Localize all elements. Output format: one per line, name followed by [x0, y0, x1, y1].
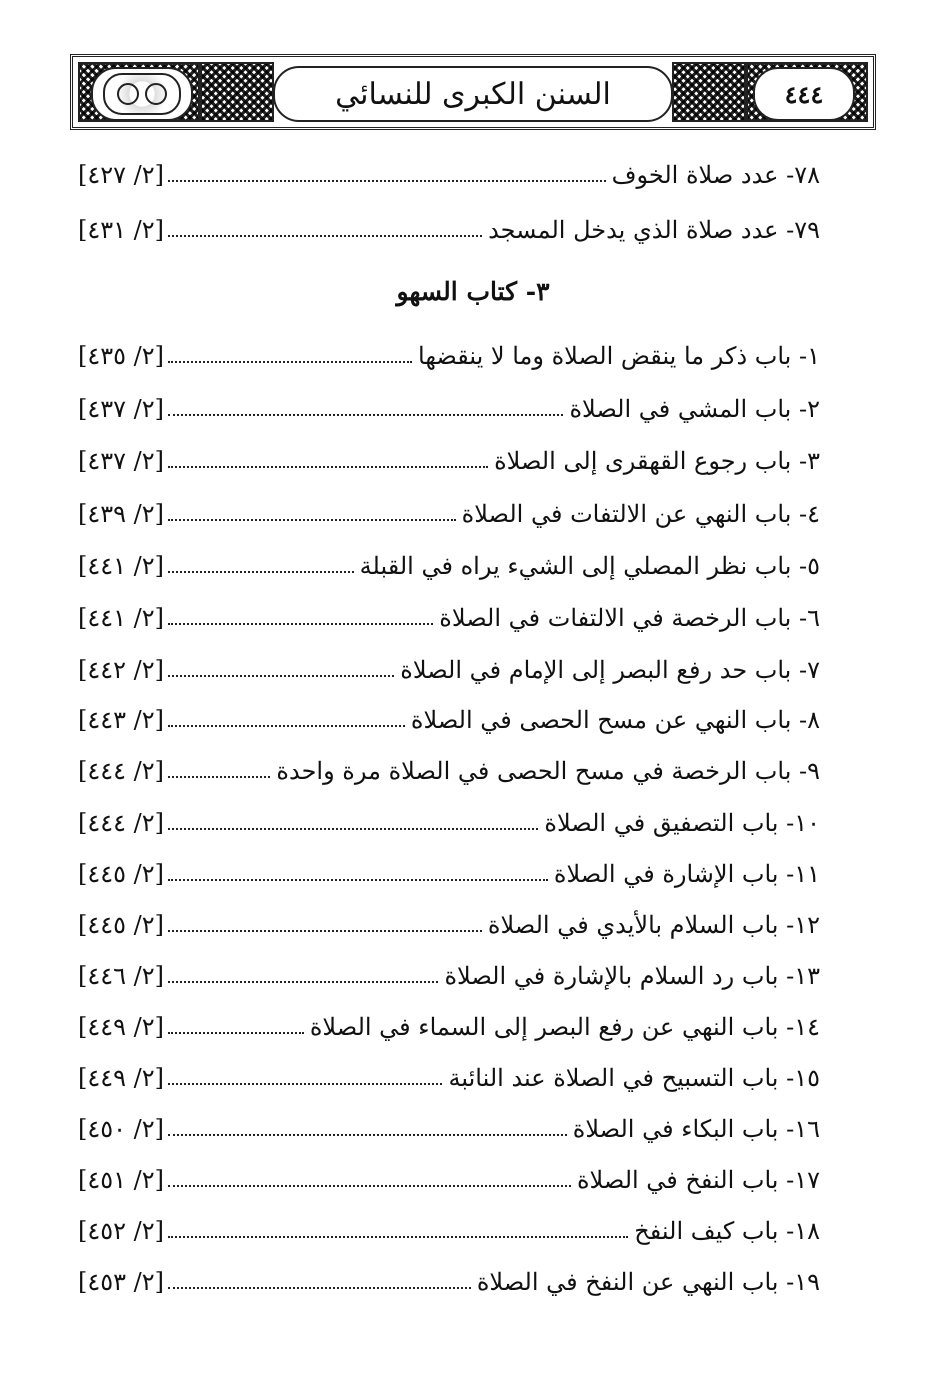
page-header	[70, 54, 876, 130]
toc-entry	[78, 1109, 820, 1149]
toc-entry-ref: [٢/ ٤٥٣]	[78, 1268, 165, 1296]
toc-entry	[78, 1211, 820, 1251]
toc-entry	[78, 1058, 820, 1098]
book-title: السنن الكبرى للنسائي	[335, 76, 611, 112]
toc-entry-ref: [٢/ ٤٤٦]	[78, 962, 165, 990]
dot-leader	[168, 1185, 571, 1187]
toc-entry-ref: [٢/ ٤٥١]	[78, 1166, 165, 1194]
toc-entry-ref: [٢/ ٤٤٥]	[78, 911, 165, 939]
toc-entry	[78, 751, 820, 791]
toc-entry	[78, 956, 820, 996]
toc-entry-ref: [٢/ ٤٤١]	[78, 604, 165, 632]
publisher-logo	[91, 67, 193, 121]
toc-entry-ref: [٢/ ٤٤٤]	[78, 809, 165, 837]
toc-entry-ref: [٢/ ٤٤٩]	[78, 1064, 165, 1092]
dot-leader	[168, 519, 456, 521]
toc-entry-ref: [٢/ ٤٤٥]	[78, 860, 165, 888]
toc-entry	[78, 155, 820, 195]
dot-leader	[168, 1134, 567, 1136]
toc-entry-title: ١٥- باب التسبيح في الصلاة عند النائبة	[448, 1064, 820, 1092]
toc-entry-title: ١٠- باب التصفيق في الصلاة	[544, 809, 820, 837]
dot-leader	[168, 930, 482, 932]
publisher-logo-icon	[103, 73, 181, 115]
toc-entry-title: ٥- باب نظر المصلي إلى الشيء يراه في القبلة	[359, 552, 820, 580]
toc-entry-ref: [٢/ ٤٤٤]	[78, 757, 165, 785]
toc-entry-ref: [٢/ ٤٥٢]	[78, 1217, 165, 1245]
toc-entry-ref: [٢/ ٤٣٧]	[78, 395, 165, 423]
dot-leader	[168, 235, 482, 237]
header-title-cartouche	[273, 66, 673, 122]
toc-entry	[78, 1262, 820, 1302]
toc-entry	[78, 854, 820, 894]
dot-leader	[168, 414, 563, 416]
toc-entry	[78, 494, 820, 534]
dot-leader	[168, 361, 412, 363]
dot-leader	[168, 725, 405, 727]
toc-entry-title: ١٨- باب كيف النفخ	[634, 1217, 820, 1245]
dot-leader	[168, 675, 394, 677]
toc-entry-title: ٣- باب رجوع القهقرى إلى الصلاة	[494, 447, 820, 475]
toc-entry-title: ٢- باب المشي في الصلاة	[569, 395, 820, 423]
toc-entry-title: ١٢- باب السلام بالأيدي في الصلاة	[487, 911, 820, 939]
toc-entry-ref: [٢/ ٤٢٧]	[78, 161, 165, 189]
toc-entry-ref: [٢/ ٤٤٣]	[78, 706, 165, 734]
toc-entry	[78, 210, 820, 250]
dot-leader	[168, 1083, 442, 1085]
dot-leader	[168, 1032, 304, 1034]
toc-entry-title: ١٦- باب البكاء في الصلاة	[572, 1115, 820, 1143]
toc-entry-title: ٩- باب الرخصة في مسح الحصى في الصلاة مرة واحدة	[276, 757, 820, 785]
toc-entry-title: ٧- باب حد رفع البصر إلى الإمام في الصلاة	[400, 656, 820, 684]
dot-leader	[168, 828, 538, 830]
toc-entry-title: ٧٩- عدد صلاة الذي يدخل المسجد	[488, 216, 820, 244]
dot-leader	[168, 879, 548, 881]
dot-leader	[168, 776, 270, 778]
toc-entry	[78, 336, 820, 376]
toc-entry-title: ١١- باب الإشارة في الصلاة	[553, 860, 820, 888]
toc-entry	[78, 905, 820, 945]
dot-leader	[168, 571, 354, 573]
toc-entry-title: ١٣- باب رد السلام بالإشارة في الصلاة	[444, 962, 820, 990]
toc-entry	[78, 1007, 820, 1047]
toc-entry	[78, 546, 820, 586]
toc-entry-title: ١- باب ذكر ما ينقض الصلاة وما لا ينقضها	[418, 342, 820, 370]
page-number-medallion	[753, 67, 855, 121]
toc-entry-ref: [٢/ ٤٤١]	[78, 552, 165, 580]
header-ornament-inner-left	[200, 62, 274, 122]
page-number: ٤٤٤	[784, 79, 824, 109]
dot-leader	[168, 180, 606, 182]
toc-entry-ref: [٢/ ٤٣٧]	[78, 447, 165, 475]
toc-entry	[78, 650, 820, 690]
dot-leader	[168, 981, 438, 983]
toc-entry-title: ٧٨- عدد صلاة الخوف	[611, 161, 820, 189]
toc-entry-ref: [٢/ ٤٤٩]	[78, 1013, 165, 1041]
toc-entry-ref: [٢/ ٤٣٥]	[78, 342, 165, 370]
toc-entry-title: ٤- باب النهي عن الالتفات في الصلاة	[461, 500, 820, 528]
toc-entry-title: ١٧- باب النفخ في الصلاة	[576, 1166, 820, 1194]
toc-entry-title: ٨- باب النهي عن مسح الحصى في الصلاة	[410, 706, 820, 734]
header-ornament-inner-right	[672, 62, 746, 122]
toc-entry	[78, 598, 820, 638]
toc-entry	[78, 389, 820, 429]
toc-entry-ref: [٢/ ٤٥٠]	[78, 1115, 165, 1143]
toc-entry-title: ١٩- باب النهي عن النفخ في الصلاة	[476, 1268, 820, 1296]
toc-entry-ref: [٢/ ٤٣١]	[78, 216, 165, 244]
toc-entry	[78, 700, 820, 740]
toc-entry-title: ١٤- باب النهي عن رفع البصر إلى السماء في الصلاة	[309, 1013, 820, 1041]
toc-entry	[78, 441, 820, 481]
toc-entry-title: ٦- باب الرخصة في الالتفات في الصلاة	[439, 604, 820, 632]
toc-entry	[78, 1160, 820, 1200]
dot-leader	[168, 1287, 471, 1289]
dot-leader	[168, 1236, 628, 1238]
toc-entry-ref: [٢/ ٤٣٩]	[78, 500, 165, 528]
toc-entry-ref: [٢/ ٤٤٢]	[78, 656, 165, 684]
dot-leader	[168, 466, 488, 468]
toc-entry	[78, 803, 820, 843]
section-heading: ٣- كتاب السهو	[396, 277, 550, 306]
dot-leader	[168, 623, 433, 625]
